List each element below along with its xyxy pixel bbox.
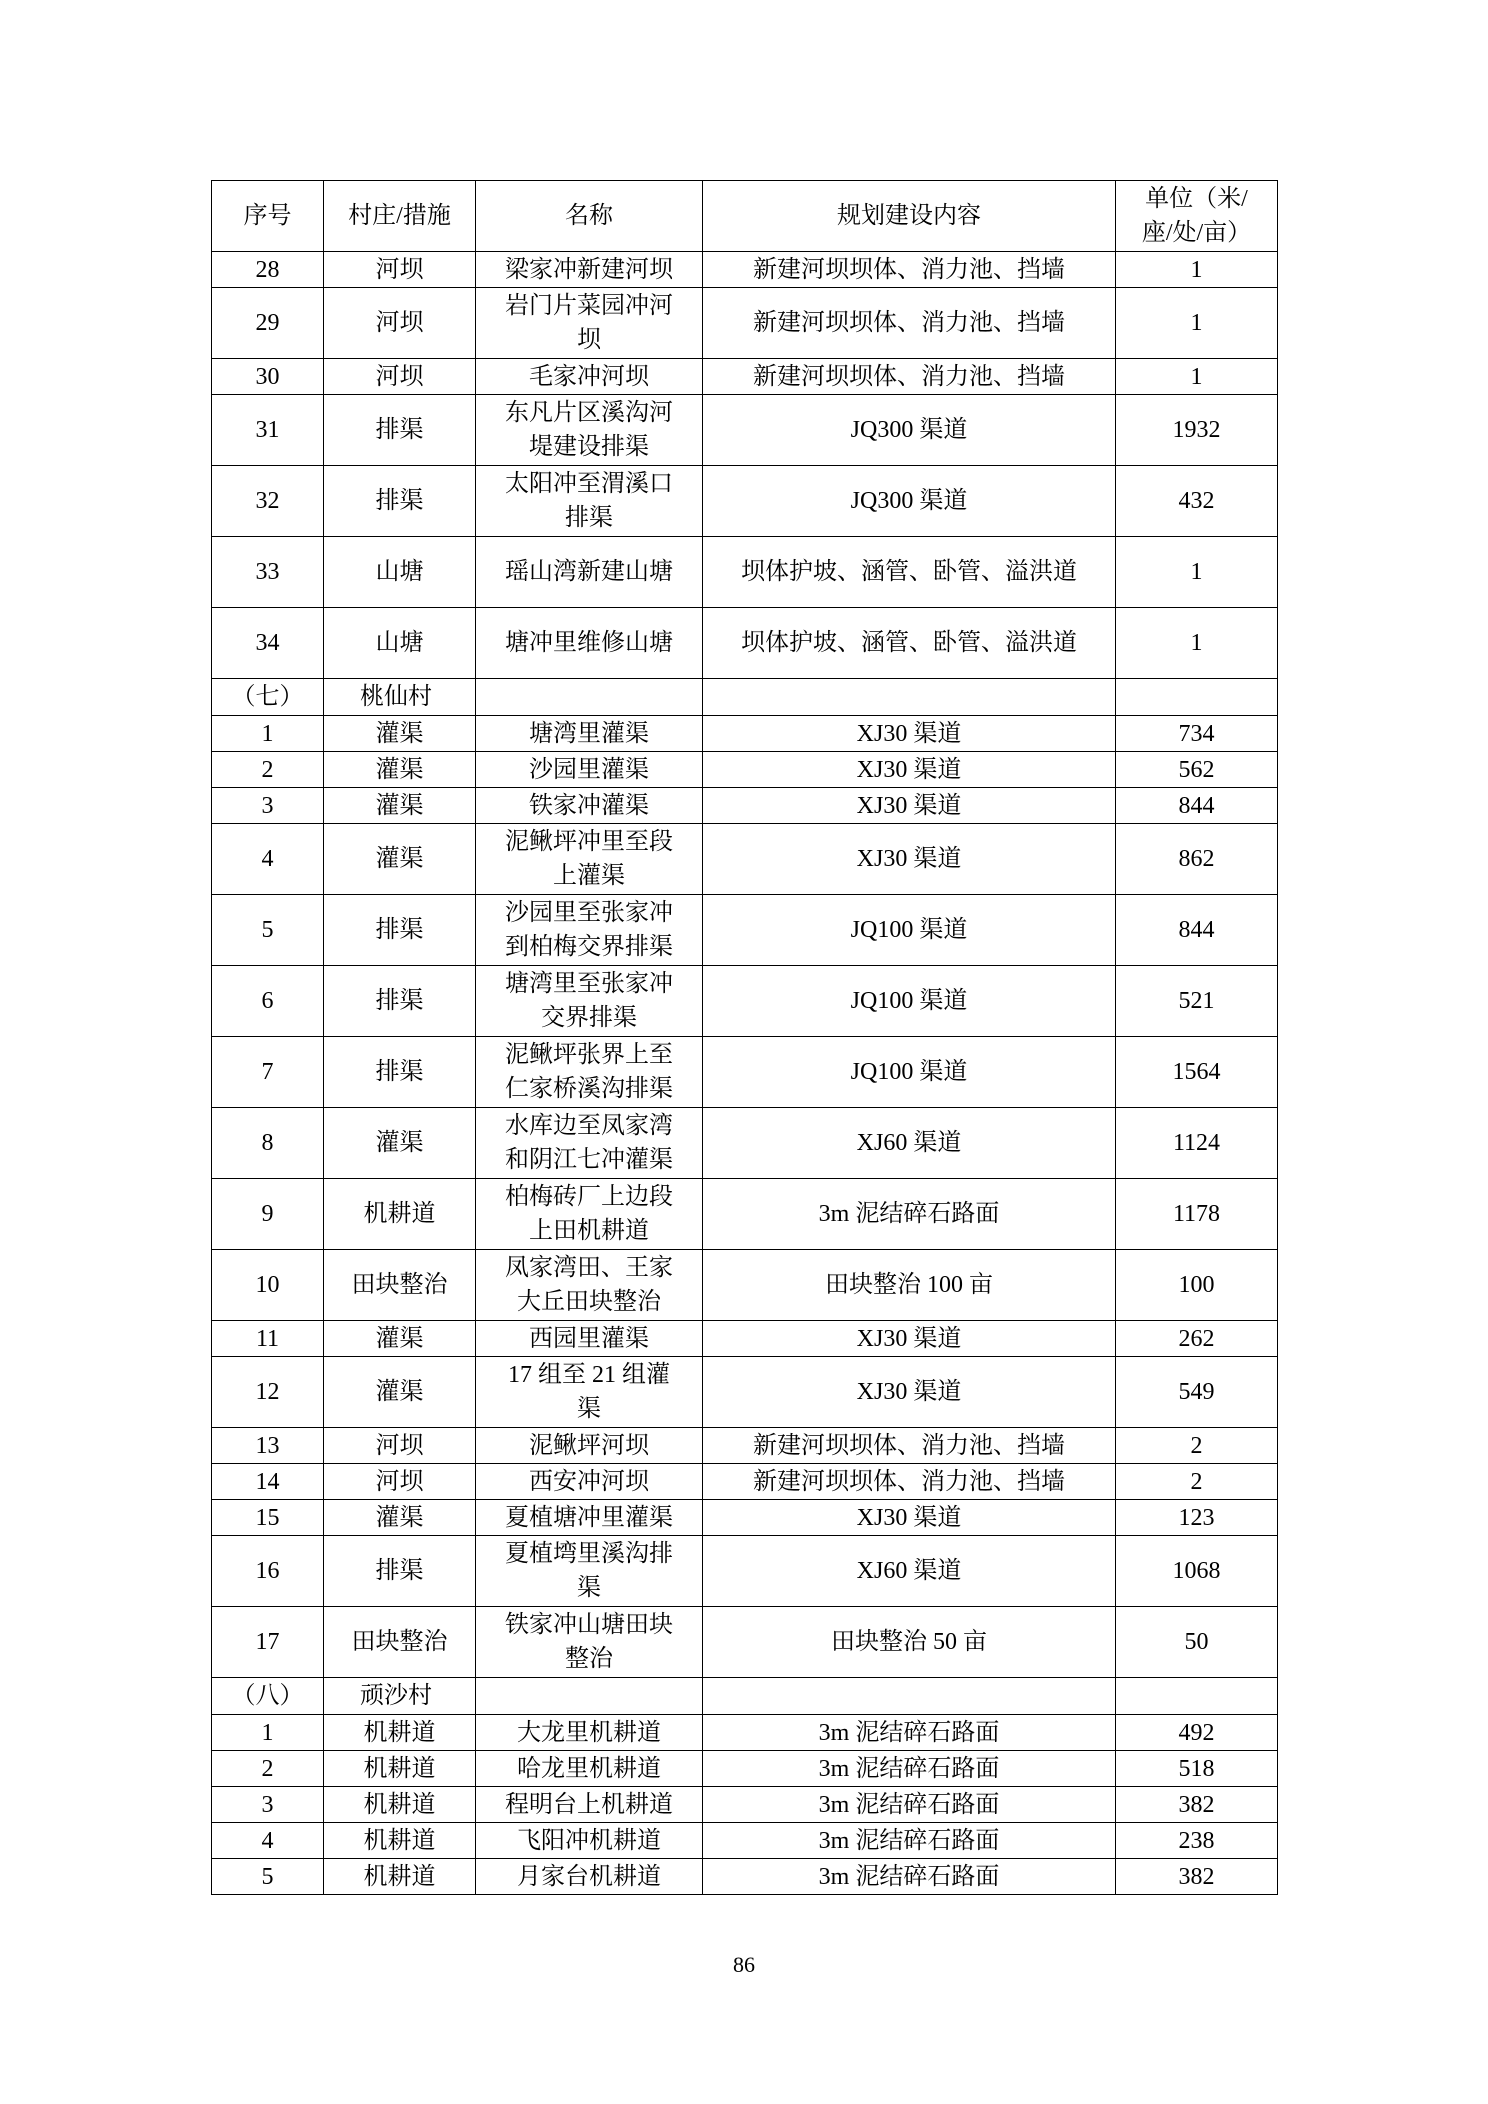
cell-name: 17 组至 21 组灌 渠	[476, 1357, 703, 1428]
cell-measure: 排渠	[324, 395, 476, 466]
cell-unit: 492	[1116, 1715, 1278, 1751]
cell-name: 梁家冲新建河坝	[476, 252, 703, 288]
cell-content: 3m 泥结碎石路面	[703, 1751, 1116, 1787]
project-table	[211, 180, 1278, 1895]
cell-measure: 田块整治	[324, 1250, 476, 1321]
section-row	[212, 679, 1278, 716]
cell-number: 7	[212, 1037, 324, 1108]
cell-name: 泥鳅坪河坝	[476, 1428, 703, 1464]
cell-number: 9	[212, 1179, 324, 1250]
cell-content: 新建河坝坝体、消力池、挡墙	[703, 1428, 1116, 1464]
cell-content: XJ30 渠道	[703, 1357, 1116, 1428]
cell-content: XJ30 渠道	[703, 1321, 1116, 1357]
cell-name: 沙园里灌渠	[476, 752, 703, 788]
table-row	[212, 1500, 1278, 1536]
cell-measure: 机耕道	[324, 1179, 476, 1250]
cell-name: 毛家冲河坝	[476, 359, 703, 395]
cell-content: XJ60 渠道	[703, 1108, 1116, 1179]
cell-name: 瑶山湾新建山塘	[476, 537, 703, 608]
table-row	[212, 716, 1278, 752]
cell-name: 月家台机耕道	[476, 1859, 703, 1895]
cell-name: 西安冲河坝	[476, 1464, 703, 1500]
cell-number: 5	[212, 1859, 324, 1895]
cell-unit: 862	[1116, 824, 1278, 895]
table-row	[212, 1250, 1278, 1321]
cell-name: 泥鳅坪冲里至段 上灌渠	[476, 824, 703, 895]
empty-cell	[1116, 1678, 1278, 1715]
cell-content: XJ30 渠道	[703, 752, 1116, 788]
cell-measure: 灌渠	[324, 1357, 476, 1428]
cell-measure: 机耕道	[324, 1823, 476, 1859]
cell-unit: 1	[1116, 288, 1278, 359]
table-row	[212, 1787, 1278, 1823]
cell-content: XJ60 渠道	[703, 1536, 1116, 1607]
empty-cell	[703, 679, 1116, 716]
cell-content: 田块整治 50 亩	[703, 1607, 1116, 1678]
cell-number: 6	[212, 966, 324, 1037]
cell-name: 塘冲里维修山塘	[476, 608, 703, 679]
cell-name: 柏梅砖厂上边段 上田机耕道	[476, 1179, 703, 1250]
cell-name: 凤家湾田、王家 大丘田块整治	[476, 1250, 703, 1321]
cell-measure: 灌渠	[324, 788, 476, 824]
cell-measure: 排渠	[324, 966, 476, 1037]
table-row	[212, 1823, 1278, 1859]
table-row	[212, 1751, 1278, 1787]
cell-number: 11	[212, 1321, 324, 1357]
cell-content: JQ100 渠道	[703, 1037, 1116, 1108]
page-number: 86	[733, 1952, 755, 1977]
table-row	[212, 1037, 1278, 1108]
cell-number: 1	[212, 716, 324, 752]
cell-number: 3	[212, 788, 324, 824]
cell-number: 31	[212, 395, 324, 466]
cell-measure: 山塘	[324, 537, 476, 608]
cell-name: 铁家冲山塘田块 整治	[476, 1607, 703, 1678]
cell-measure: 河坝	[324, 1428, 476, 1464]
cell-number: 33	[212, 537, 324, 608]
cell-unit: 518	[1116, 1751, 1278, 1787]
cell-number: 13	[212, 1428, 324, 1464]
cell-content: 新建河坝坝体、消力池、挡墙	[703, 252, 1116, 288]
cell-content: 坝体护坡、涵管、卧管、溢洪道	[703, 537, 1116, 608]
cell-number: 32	[212, 466, 324, 537]
cell-unit: 1564	[1116, 1037, 1278, 1108]
cell-unit: 844	[1116, 895, 1278, 966]
table-row	[212, 1464, 1278, 1500]
table-row	[212, 1715, 1278, 1751]
cell-name: 岩门片菜园冲河 坝	[476, 288, 703, 359]
cell-name: 水库边至凤家湾 和阴江七冲灌渠	[476, 1108, 703, 1179]
cell-number: 5	[212, 895, 324, 966]
table-row	[212, 1321, 1278, 1357]
cell-number: 10	[212, 1250, 324, 1321]
cell-number: 29	[212, 288, 324, 359]
cell-unit: 432	[1116, 466, 1278, 537]
table-row	[212, 1428, 1278, 1464]
cell-measure: 机耕道	[324, 1751, 476, 1787]
table-row	[212, 895, 1278, 966]
header-content: 规划建设内容	[703, 181, 1116, 252]
cell-unit: 50	[1116, 1607, 1278, 1678]
table-row	[212, 395, 1278, 466]
cell-unit: 2	[1116, 1464, 1278, 1500]
cell-name: 太阳冲至渭溪口 排渠	[476, 466, 703, 537]
cell-unit: 382	[1116, 1859, 1278, 1895]
cell-measure: 灌渠	[324, 824, 476, 895]
cell-number: 28	[212, 252, 324, 288]
cell-measure: 灌渠	[324, 716, 476, 752]
empty-cell	[476, 1678, 703, 1715]
cell-number: 34	[212, 608, 324, 679]
cell-unit: 2	[1116, 1428, 1278, 1464]
cell-unit: 549	[1116, 1357, 1278, 1428]
cell-content: JQ300 渠道	[703, 466, 1116, 537]
cell-unit: 562	[1116, 752, 1278, 788]
cell-number: 17	[212, 1607, 324, 1678]
cell-content: XJ30 渠道	[703, 788, 1116, 824]
table-row	[212, 466, 1278, 537]
cell-number: 16	[212, 1536, 324, 1607]
cell-measure: 灌渠	[324, 1108, 476, 1179]
section-row	[212, 1678, 1278, 1715]
cell-unit: 262	[1116, 1321, 1278, 1357]
table-row	[212, 1536, 1278, 1607]
cell-unit: 1068	[1116, 1536, 1278, 1607]
cell-measure: 田块整治	[324, 1607, 476, 1678]
cell-measure: 灌渠	[324, 1321, 476, 1357]
cell-measure: 河坝	[324, 252, 476, 288]
table-row	[212, 359, 1278, 395]
table-header-row	[212, 181, 1278, 252]
cell-measure: 机耕道	[324, 1859, 476, 1895]
cell-unit: 100	[1116, 1250, 1278, 1321]
cell-unit: 238	[1116, 1823, 1278, 1859]
table-row	[212, 966, 1278, 1037]
cell-measure: 机耕道	[324, 1787, 476, 1823]
section-number: （七）	[212, 679, 324, 716]
cell-content: 3m 泥结碎石路面	[703, 1787, 1116, 1823]
cell-content: 新建河坝坝体、消力池、挡墙	[703, 288, 1116, 359]
table-body	[212, 252, 1278, 1895]
empty-cell	[1116, 679, 1278, 716]
header-name: 名称	[476, 181, 703, 252]
cell-content: XJ30 渠道	[703, 824, 1116, 895]
cell-number: 14	[212, 1464, 324, 1500]
cell-name: 东凡片区溪沟河 堤建设排渠	[476, 395, 703, 466]
cell-unit: 382	[1116, 1787, 1278, 1823]
cell-name: 夏植塘冲里灌渠	[476, 1500, 703, 1536]
table-row	[212, 824, 1278, 895]
cell-unit: 1	[1116, 359, 1278, 395]
cell-content: JQ300 渠道	[703, 395, 1116, 466]
section-number: （八）	[212, 1678, 324, 1715]
cell-content: JQ100 渠道	[703, 895, 1116, 966]
cell-measure: 河坝	[324, 288, 476, 359]
table-row	[212, 252, 1278, 288]
cell-unit: 1932	[1116, 395, 1278, 466]
cell-content: 3m 泥结碎石路面	[703, 1715, 1116, 1751]
header-unit: 单位（米/ 座/处/亩）	[1116, 181, 1278, 252]
table-row	[212, 608, 1278, 679]
table-row	[212, 752, 1278, 788]
cell-measure: 灌渠	[324, 1500, 476, 1536]
cell-measure: 河坝	[324, 1464, 476, 1500]
header-no: 序号	[212, 181, 324, 252]
cell-content: JQ100 渠道	[703, 966, 1116, 1037]
cell-measure: 机耕道	[324, 1715, 476, 1751]
cell-unit: 123	[1116, 1500, 1278, 1536]
cell-content: 坝体护坡、涵管、卧管、溢洪道	[703, 608, 1116, 679]
cell-content: 新建河坝坝体、消力池、挡墙	[703, 1464, 1116, 1500]
cell-name: 夏植塆里溪沟排 渠	[476, 1536, 703, 1607]
cell-number: 12	[212, 1357, 324, 1428]
table-row	[212, 1859, 1278, 1895]
cell-unit: 1	[1116, 252, 1278, 288]
section-village-name: 顽沙村	[324, 1678, 476, 1715]
table-row	[212, 1108, 1278, 1179]
empty-cell	[476, 679, 703, 716]
cell-content: 3m 泥结碎石路面	[703, 1859, 1116, 1895]
table-row	[212, 1179, 1278, 1250]
table-row	[212, 537, 1278, 608]
cell-unit: 1178	[1116, 1179, 1278, 1250]
cell-number: 2	[212, 1751, 324, 1787]
cell-name: 沙园里至张家冲 到柏梅交界排渠	[476, 895, 703, 966]
cell-content: XJ30 渠道	[703, 1500, 1116, 1536]
table-row	[212, 1607, 1278, 1678]
cell-number: 4	[212, 824, 324, 895]
cell-number: 1	[212, 1715, 324, 1751]
cell-name: 哈龙里机耕道	[476, 1751, 703, 1787]
cell-unit: 1	[1116, 608, 1278, 679]
cell-measure: 排渠	[324, 466, 476, 537]
cell-unit: 844	[1116, 788, 1278, 824]
cell-content: 3m 泥结碎石路面	[703, 1179, 1116, 1250]
cell-number: 30	[212, 359, 324, 395]
header-village-measure: 村庄/措施	[324, 181, 476, 252]
table-row	[212, 788, 1278, 824]
cell-unit: 1	[1116, 537, 1278, 608]
section-village-name: 桃仙村	[324, 679, 476, 716]
cell-measure: 灌渠	[324, 752, 476, 788]
cell-measure: 山塘	[324, 608, 476, 679]
cell-number: 8	[212, 1108, 324, 1179]
cell-name: 飞阳冲机耕道	[476, 1823, 703, 1859]
cell-measure: 排渠	[324, 1037, 476, 1108]
cell-content: XJ30 渠道	[703, 716, 1116, 752]
cell-name: 程明台上机耕道	[476, 1787, 703, 1823]
cell-content: 3m 泥结碎石路面	[703, 1823, 1116, 1859]
table-row	[212, 288, 1278, 359]
cell-number: 15	[212, 1500, 324, 1536]
cell-unit: 521	[1116, 966, 1278, 1037]
cell-name: 西园里灌渠	[476, 1321, 703, 1357]
cell-measure: 河坝	[324, 359, 476, 395]
cell-number: 2	[212, 752, 324, 788]
cell-number: 3	[212, 1787, 324, 1823]
cell-content: 田块整治 100 亩	[703, 1250, 1116, 1321]
cell-number: 4	[212, 1823, 324, 1859]
cell-name: 铁家冲灌渠	[476, 788, 703, 824]
cell-measure: 排渠	[324, 1536, 476, 1607]
cell-unit: 1124	[1116, 1108, 1278, 1179]
cell-name: 塘湾里灌渠	[476, 716, 703, 752]
table-row	[212, 1357, 1278, 1428]
cell-measure: 排渠	[324, 895, 476, 966]
cell-name: 大龙里机耕道	[476, 1715, 703, 1751]
cell-unit: 734	[1116, 716, 1278, 752]
cell-name: 泥鳅坪张界上至 仁家桥溪沟排渠	[476, 1037, 703, 1108]
empty-cell	[703, 1678, 1116, 1715]
cell-content: 新建河坝坝体、消力池、挡墙	[703, 359, 1116, 395]
cell-name: 塘湾里至张家冲 交界排渠	[476, 966, 703, 1037]
